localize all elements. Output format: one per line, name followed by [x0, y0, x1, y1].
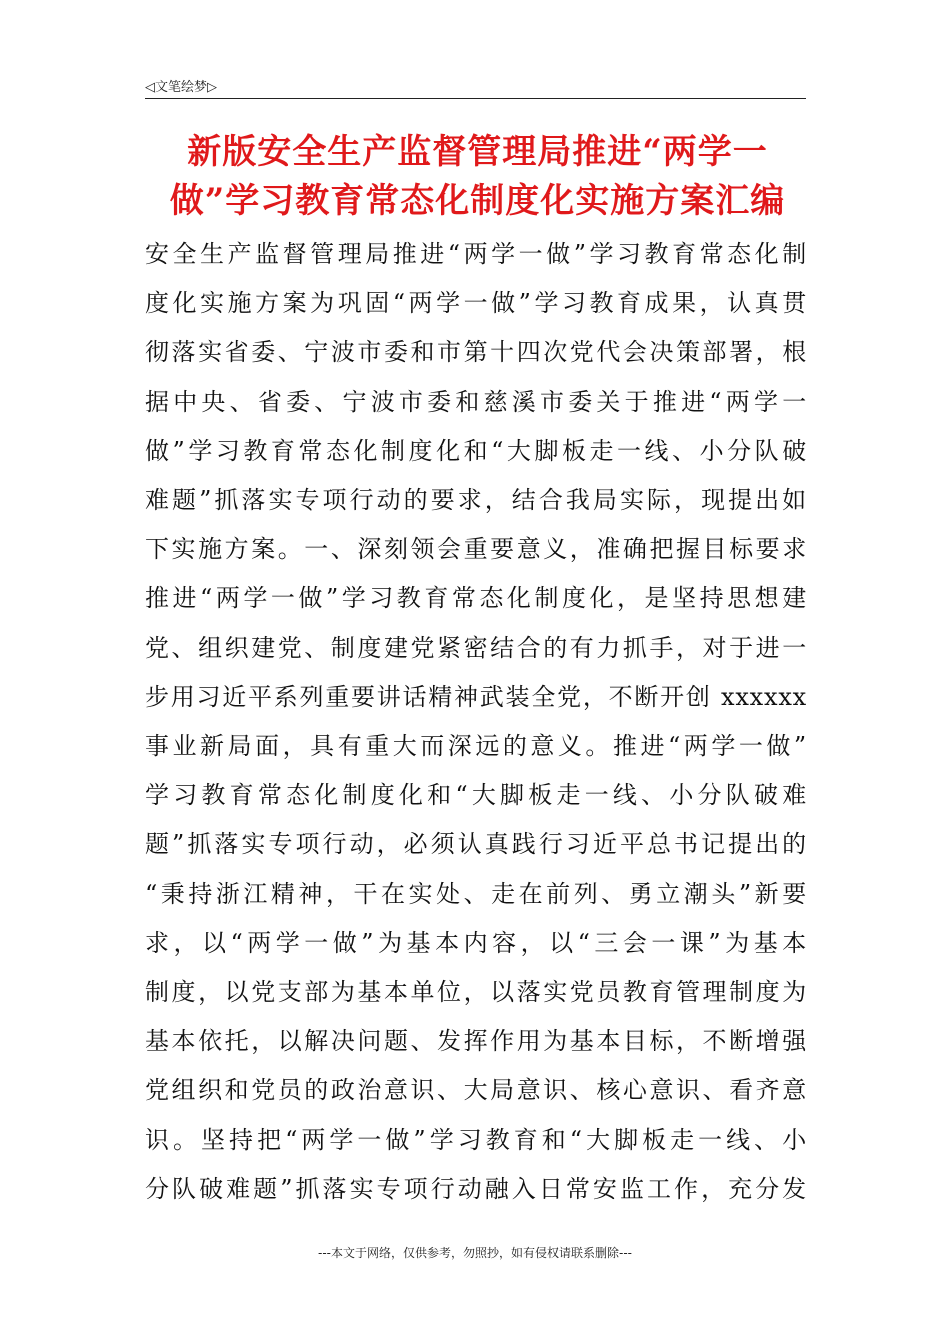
body-line: 下实施方案。一、深刻领会重要意义，准确把握目标要求 [145, 535, 807, 564]
body-line: 党、组织建党、制度建党紧密结合的有力抓手，对于进一 [145, 633, 807, 662]
body-line: 分队破难题”抓落实专项行动融入日常安监工作，充分发 [145, 1174, 807, 1203]
body-line: 学习教育常态化制度化和“大脚板走一线、小分队破难 [145, 781, 807, 810]
body-line: 求，以“两学一做”为基本内容，以“三会一课”为基本 [145, 928, 807, 957]
page-footer: ---本文于网络，仅供参考，勿照抄，如有侵权请联系删除--- [318, 1246, 632, 1260]
body-line: 安全生产监督管理局推进“两学一做”学习教育常态化制 [145, 240, 807, 268]
body-line: 制度，以党支部为基本单位，以落实党员教育管理制度为 [145, 978, 807, 1007]
body-line: 步用习近平系列重要讲话精神武装全党，不断开创 xxxxxx [145, 682, 807, 711]
body-line: 据中央、省委、宁波市委和慈溪市委关于推进“两学一 [145, 387, 807, 416]
body-line: 事业新局面，具有重大而深远的意义。推进“两学一做” [145, 732, 807, 761]
document-title [140, 128, 815, 226]
body-line: 难题”抓落实专项行动的要求，结合我局实际，现提出如 [145, 486, 807, 515]
body-line: 识。坚持把“两学一做”学习教育和“大脚板走一线、小 [145, 1125, 807, 1154]
body-line: 度化实施方案为巩固“两学一做”学习教育成果，认真贯 [145, 289, 807, 318]
header-text: ◁文笔绘梦▷ [145, 80, 217, 95]
body-line: 做”学习教育常态化制度化和“大脚板走一线、小分队破 [145, 436, 807, 465]
body-line: 党组织和党员的政治意识、大局意识、核心意识、看齐意 [145, 1076, 807, 1105]
body-line: “秉持浙江精神，干在实处、走在前列、勇立潮头”新要 [145, 879, 807, 908]
page-header [145, 74, 806, 99]
body-line: 彻落实省委、宁波市委和市第十四次党代会决策部署，根 [145, 338, 807, 367]
body-line: 题”抓落实专项行动，必须认真践行习近平总书记提出的 [145, 830, 807, 859]
title-line: 做”学习教育常态化制度化实施方案汇编 [169, 181, 786, 221]
title-line: 新版安全生产监督管理局推进“两学一 [187, 132, 768, 172]
document-body [145, 230, 807, 1214]
body-line: 基本依托，以解决问题、发挥作用为基本目标，不断增强 [145, 1027, 807, 1056]
body-line: 推进“两学一做”学习教育常态化制度化，是坚持思想建 [145, 584, 807, 613]
